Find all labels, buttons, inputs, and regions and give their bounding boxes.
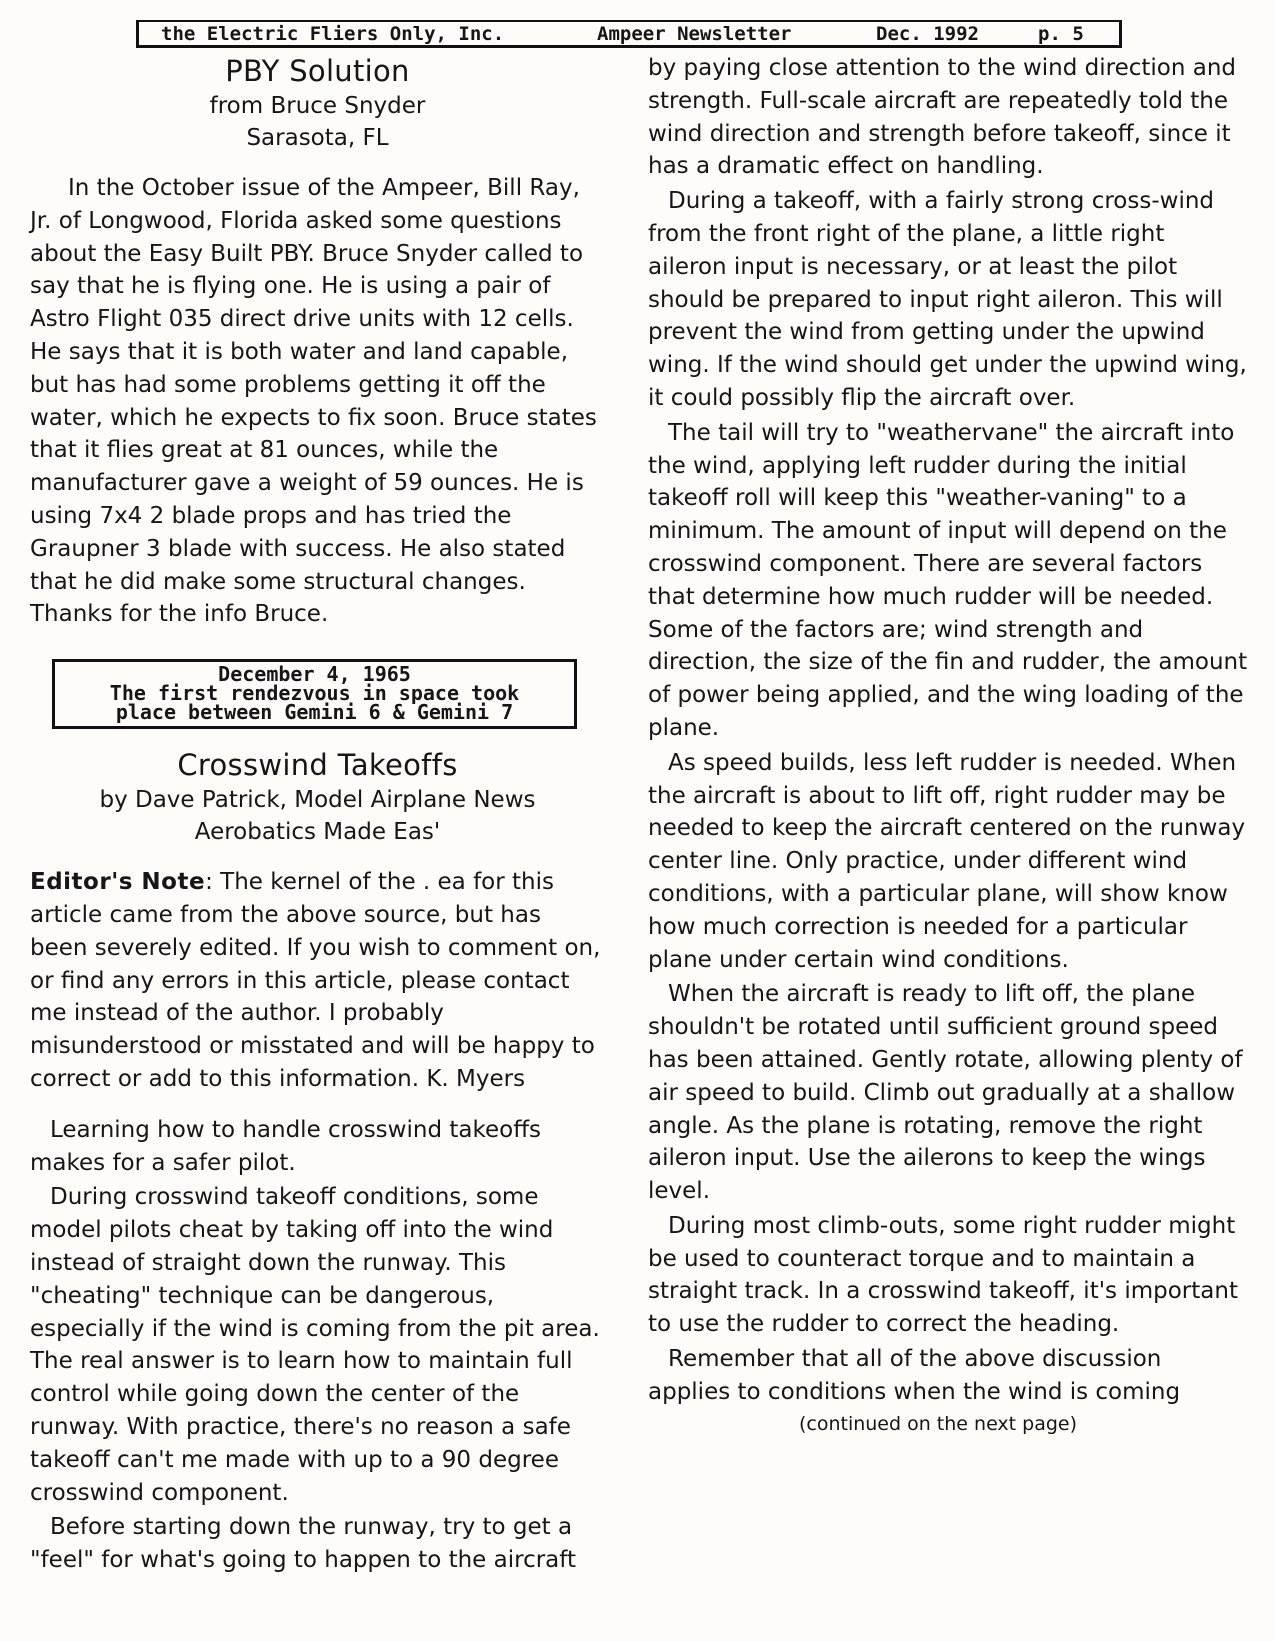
header-newsletter: Ampeer Newsletter xyxy=(597,23,792,45)
crosswind-paragraph: The tail will try to "weathervane" the aircraft into the wind, applying left rudder during the initial takeoff roll will keep this "weather-vaning" to a minimum. The amount of input will depend on the crosswind component. There are several factors that determine how much rudder will be needed. Some of the factors are; wind strength and direction, the size of the fin and rudder, the amount of power being applied, and the wing loading of the plane. xyxy=(648,419,1248,741)
editor-note-text: : The kernel of the . ea for this article came from the above source, but has been severely edited. If you wish to comment on, or find any errors in this article, please contact me instead of the author. I probably misunderstood or misstated and will be happy to correct or add to this information. K. Myers xyxy=(30,869,601,1092)
crosswind-paragraph: Before starting down the runway, try to get a "feel" for what's going to happen to the aircraft xyxy=(30,1514,576,1574)
pby-body: In the October issue of the Ampeer, Bill Ray, Jr. of Longwood, Florida asked some questions about the Easy Built PBY. Bruce Snyder called to say that he is flying one. He is using a pair of Astro Flight 035 direct drive units with 12 cells. He says that it is both water and land capable, but has had some problems getting it off the water, which he expects to fix soon. Bruce states that it flies great at 81 ounces, while the manufacturer gave a weight of 59 ounces. He is using 7x4 2 blade props and has tried the Graupner 3 blade with success. He also stated that he did make some structural changes. Thanks for the info Bruce. xyxy=(30,175,597,628)
notice-line3: place between Gemini 6 & Gemini 7 xyxy=(115,700,514,725)
crosswind-paragraph: During crosswind takeoff conditions, some model pilots cheat by taking off into the wind instead of straight down the runway. This "cheating" technique can be dangerous, especially if the wind is coming from the pit area. The real answer is to learn how to maintain full control while going down the center of the runway. With practice, there's no reason a safe takeoff can't me made with up to a 90 degree crosswind component. xyxy=(30,1184,600,1506)
crosswind-paragraph: When the aircraft is ready to lift off, the plane shouldn't be rotated until sufficient ground speed has been attained. Gently rotate, allowing plenty of air speed to build. Climb out gradually at a shallow angle. As the plane is rotating, remove the right aileron input. Use the ailerons to keep the wings level. xyxy=(648,981,1243,1205)
crosswind-byline-author: by Dave Patrick, Model Airplane News xyxy=(99,787,536,814)
crosswind-paragraph: Remember that all of the above discussion applies to conditions when the wind is coming xyxy=(648,1346,1181,1405)
crosswind-paragraph: Learning how to handle crosswind takeoffs makes for a safer pilot. xyxy=(30,1116,542,1176)
right-column xyxy=(648,52,1248,1437)
notice-date: December 4, 1965 xyxy=(218,662,411,687)
history-notice-box xyxy=(52,659,577,729)
header-org: the Electric Fliers Only, Inc. xyxy=(161,23,505,45)
left-column xyxy=(30,52,605,1577)
crosswind-byline-source: Aerobatics Made Eas' xyxy=(194,819,441,846)
editor-note-label: Editor's Note xyxy=(30,869,206,896)
crosswind-paragraph: During most climb-outs, some right rudder might be used to counteract torque and to maintain a straight track. In a crosswind takeoff, it's important to use the rudder to correct the heading. xyxy=(648,1212,1238,1338)
crosswind-title: Crosswind Takeoffs xyxy=(177,748,458,783)
header-date: Dec. 1992 xyxy=(876,23,979,45)
crosswind-paragraph: As speed builds, less left rudder is needed. When the aircraft is about to lift off, right rudder may be needed to keep the aircraft centered on the runway center line. Only practice, under different wind conditions, with a particular plane, will show know how much correction is needed for a particular plane under certain wind conditions. xyxy=(648,749,1246,973)
notice-line2: The first rendezvous in space took xyxy=(109,681,520,706)
editor-note xyxy=(30,866,605,1096)
pby-title: PBY Solution xyxy=(225,54,410,88)
newsletter-header xyxy=(136,20,1122,48)
crosswind-paragraph: by paying close attention to the wind direction and strength. Full-scale aircraft are repeatedly told the wind direction and strength before takeoff, since it has a dramatic effect on handling. xyxy=(648,55,1237,180)
continued-note: (continued on the next page) xyxy=(798,1412,1078,1435)
pby-byline-author: from Bruce Snyder xyxy=(209,93,426,119)
header-page: p. 5 xyxy=(1038,23,1084,45)
crosswind-paragraph: During a takeoff, with a fairly strong cross-wind from the front right of the plane, a little right aileron input is necessary, or at least the pilot should be prepared to input right aileron. This will prevent the wind from getting under the upwind wing. If the wind should get under the upwind wing, it could possibly flip the aircraft over. xyxy=(648,188,1247,411)
pby-byline-location: Sarasota, FL xyxy=(246,125,389,151)
